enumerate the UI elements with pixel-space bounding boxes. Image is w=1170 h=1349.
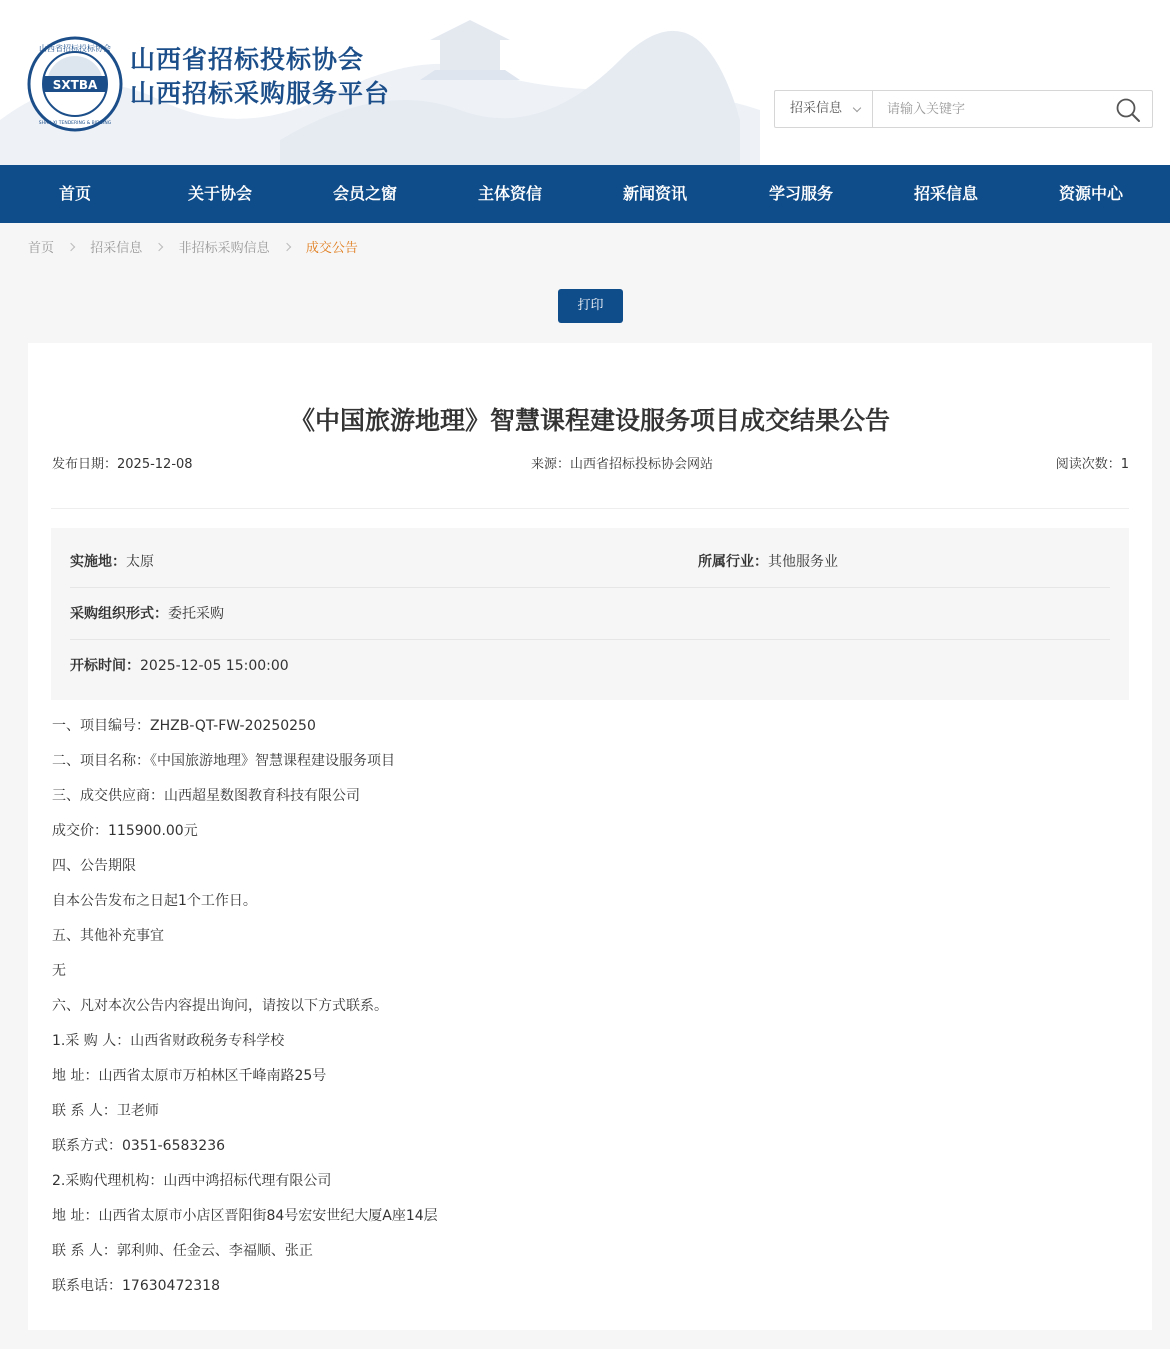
breadcrumb-current[interactable]: 成交公告 [305, 241, 358, 256]
chevron-right-icon [283, 242, 291, 250]
print-button[interactable]: 打印 [558, 289, 623, 323]
body-line: 2.采购代理机构：山西中鸿招标代理有限公司 [52, 1173, 332, 1189]
body-line: 六、凡对本次公告内容提出询问，请按以下方式联系。 [52, 998, 388, 1014]
location-label: 实施地： [70, 554, 126, 570]
main-nav [0, 165, 1170, 223]
chevron-right-icon [155, 242, 163, 250]
article-title: 《中国旅游地理》智慧课程建设服务项目成交结果公告 [289, 406, 890, 435]
org-form-label: 采购组织形式： [70, 606, 168, 622]
body-line: 自本公告发布之日起1个工作日。 [52, 893, 257, 909]
logo-ring-text: 山西省招标投标协会 [39, 44, 111, 53]
industry-field [698, 536, 838, 588]
body-line: 四、公告期限 [52, 858, 136, 874]
body-line: 联系电话：17630472318 [52, 1278, 220, 1294]
nav-item-about[interactable]: 关于协会 [187, 184, 252, 203]
nav-item-home[interactable]: 首页 [58, 184, 91, 203]
open-time-label: 开标时间： [70, 658, 140, 674]
info-row-location [70, 536, 1110, 588]
body-line: 三、成交供应商：山西超星数图教育科技有限公司 [52, 788, 360, 804]
body-line: 地 址：山西省太原市万柏林区千峰南路25号 [52, 1068, 327, 1084]
search-category-label: 招采信息 [790, 101, 843, 116]
article-source: 来源：山西省招标投标协会网站 [531, 457, 714, 472]
location-value: 太原 [126, 554, 154, 570]
site-name-line1: 山西省招标投标协会 [130, 45, 365, 74]
breadcrumb-procurement[interactable]: 招采信息 [90, 241, 143, 256]
search-box [774, 90, 1153, 128]
chevron-down-icon [853, 104, 861, 112]
site-name-line2: 山西招标采购服务平台 [130, 79, 391, 108]
logo-ring-text-en: SHAN XI TENDERING & BIDDING [38, 121, 112, 126]
article-body [52, 709, 1122, 1304]
body-line: 地 址：山西省太原市小店区晋阳街84号宏安世纪大厦A座14层 [52, 1208, 438, 1224]
industry-value: 其他服务业 [768, 554, 838, 570]
info-row-open-time [70, 640, 1110, 692]
article-card [28, 343, 1152, 1330]
body-line: 1.采 购 人：山西省财政税务专科学校 [52, 1033, 285, 1049]
search-category-select[interactable] [775, 91, 873, 127]
body-line: 联 系 人：郭利帅、任金云、李福顺、张正 [52, 1243, 313, 1259]
search-input[interactable] [874, 91, 1104, 127]
body-line: 联 系 人：卫老师 [52, 1103, 159, 1119]
open-time-value: 2025-12-05 15:00:00 [140, 658, 289, 674]
body-line: 五、其他补充事宜 [52, 928, 164, 944]
chevron-right-icon [67, 242, 75, 250]
org-form-value: 委托采购 [168, 606, 224, 622]
body-line: 无 [52, 963, 66, 979]
search-icon[interactable] [1114, 96, 1142, 124]
divider [51, 508, 1129, 509]
nav-item-learning[interactable]: 学习服务 [768, 184, 833, 203]
nav-item-members[interactable]: 会员之窗 [332, 184, 397, 203]
nav-item-credit[interactable]: 主体资信 [477, 184, 542, 203]
site-header [0, 0, 1170, 165]
breadcrumb [28, 237, 358, 255]
body-line: 一、项目编号：ZHZB-QT-FW-20250250 [52, 718, 316, 734]
nav-item-resources[interactable]: 资源中心 [1058, 184, 1123, 203]
breadcrumb-non-tender[interactable]: 非招标采购信息 [178, 241, 270, 256]
body-line: 联系方式：0351-6583236 [52, 1138, 226, 1154]
breadcrumb-home[interactable]: 首页 [28, 241, 55, 256]
info-row-org-form [70, 588, 1110, 640]
association-logo[interactable] [27, 36, 123, 132]
body-line: 成交价：115900.00元 [52, 823, 198, 839]
read-count: 阅读次数：1 [1055, 457, 1129, 472]
industry-label: 所属行业： [698, 554, 768, 570]
logo-abbr: SXTBA [52, 78, 98, 92]
body-line: 二、项目名称：《中国旅游地理》智慧课程建设服务项目 [52, 753, 395, 769]
nav-item-news[interactable]: 新闻资讯 [622, 184, 687, 203]
publish-date: 发布日期：2025-12-08 [52, 457, 193, 472]
info-panel [51, 528, 1129, 700]
nav-item-procurement[interactable]: 招采信息 [913, 184, 978, 203]
site-name[interactable] [130, 43, 390, 111]
